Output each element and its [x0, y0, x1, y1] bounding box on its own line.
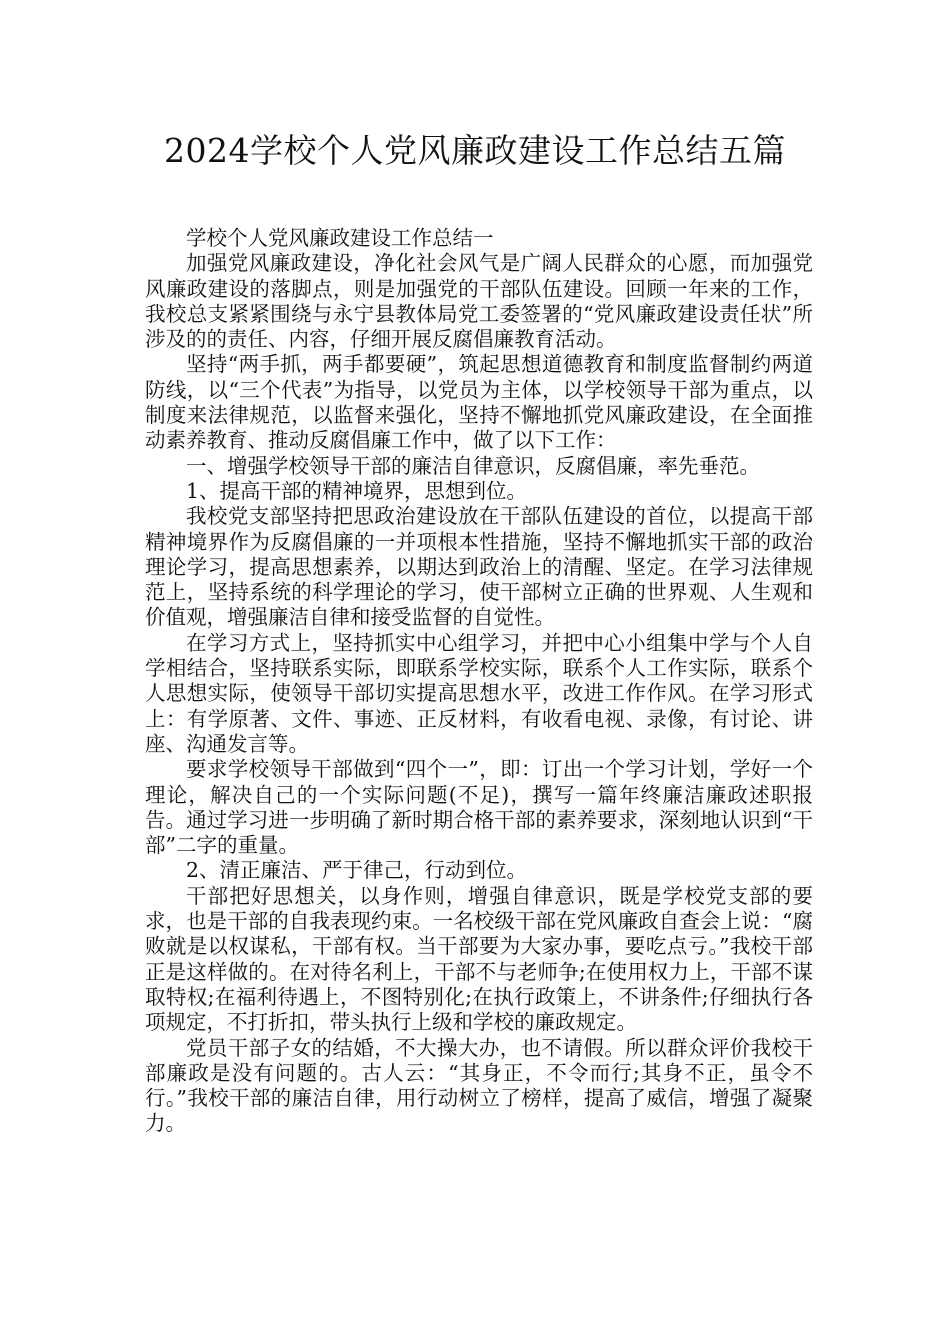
paragraph: 加强党风廉政建设，净化社会风气是广阔人民群众的心愿，而加强党风廉政建设的落脚点，则是加强党的干部队伍建设。回顾一年来的工作，我校总支紧紧围绕与永宁县教体局党工委签署的“党风廉政建设责任状”所涉及的的责任、内容，仔细开展反腐倡廉教育活动。 — [145, 251, 813, 352]
paragraph: 坚持“两手抓，两手都要硬”，筑起思想道德教育和制度监督制约两道防线，以“三个代表”为指导，以党员为主体，以学校领导干部为重点，以制度来法律规范，以监督来强化，坚持不懈地抓党风廉政建设，在全面推动素养教育、推动反腐倡廉工作中，做了以下工作： — [145, 352, 813, 453]
document-body — [145, 226, 813, 1137]
subheading: 一、增强学校领导干部的廉洁自律意识，反腐倡廉，率先垂范。 — [186, 453, 760, 478]
subheading: 2、清正廉洁、严于律己，行动到位。 — [186, 858, 528, 883]
paragraph: 我校党支部坚持把思政治建设放在干部队伍建设的首位，以提高干部精神境界作为反腐倡廉的一并项根本性措施，坚持不懈地抓实干部的政治理论学习，提高思想素养，以期达到政治上的清醒、坚定。在学习法律规范上，坚持系统的科学理论的学习，使干部树立正确的世界观、人生观和价值观，增强廉洁自律和接受监督的自觉性。 — [145, 504, 813, 630]
subheading: 1、提高干部的精神境界，思想到位。 — [186, 478, 528, 503]
paragraph: 要求学校领导干部做到“四个一”，即：订出一个学习计划，学好一个理论，解决自己的一个实际问题(不足)，撰写一篇年终廉洁廉政述职报告。通过学习进一步明确了新时期合格干部的素养要求，深刻地认识到“干部”二字的重量。 — [145, 757, 813, 858]
paragraph: 党员干部子女的结婚，不大操大办，也不请假。所以群众评价我校干部廉政是没有问题的。古人云：“其身正，不令而行;其身不正，虽令不行。”我校干部的廉洁自律，用行动树立了榜样，提高了威信，增强了凝聚力。 — [145, 1035, 813, 1136]
document-title: 2024学校个人党风廉政建设工作总结五篇 — [164, 131, 786, 170]
section-heading: 学校个人党风廉政建设工作总结一 — [186, 226, 494, 250]
paragraph: 干部把好思想关，以身作则，增强自律意识，既是学校党支部的要求，也是干部的自我表现约束。一名校级干部在党风廉政自查会上说：“腐败就是以权谋私，干部有权。当干部要为大家办事，要吃点亏。”我校干部正是这样做的。在对待名利上，干部不与老师争;在使用权力上，干部不谋取特权;在福利待遇上，不图特别化;在执行政策上，不讲条件;仔细执行各项规定，不打折扣，带头执行上级和学校的廉政规定。 — [145, 883, 813, 1035]
paragraph: 在学习方式上，坚持抓实中心组学习，并把中心小组集中学与个人自学相结合，坚持联系实际，即联系学校实际，联系个人工作实际，联系个人思想实际，使领导干部切实提高思想水平，改进工作作风。在学习形式上：有学原著、文件、事迹、正反材料，有收看电视、录像，有讨论、讲座、沟通发言等。 — [145, 630, 813, 756]
